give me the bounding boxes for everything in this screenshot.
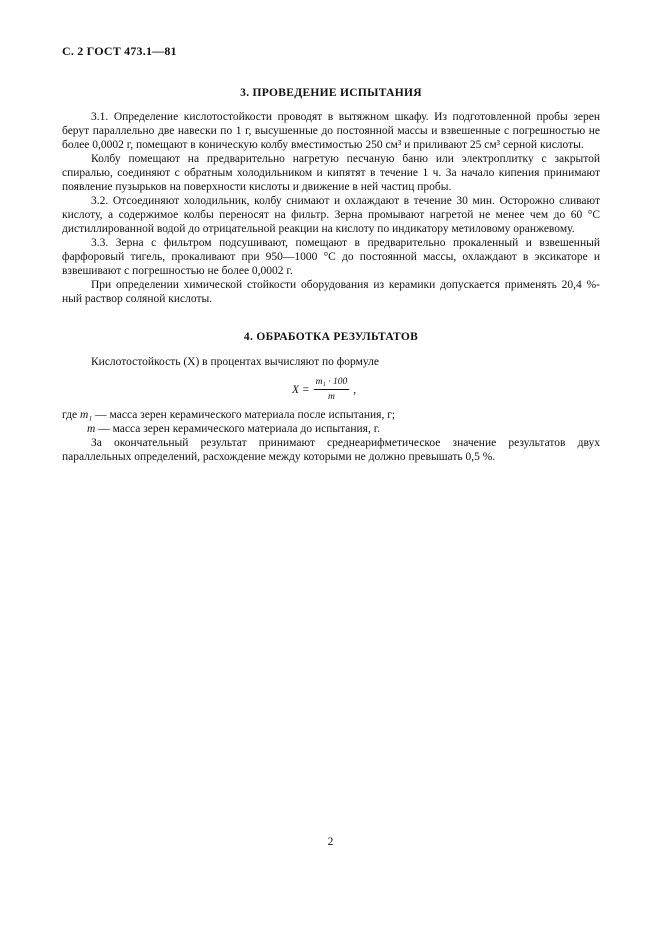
where-m-text: — масса зерен керамического материала до испытания, г. [98,423,380,435]
where-m-var: m [87,423,96,435]
formula-numerator: m₁ · 100 [314,376,350,390]
section-4-intro [62,355,600,369]
section-3-title: 3. ПРОВЕДЕНИЕ ИСПЫТАНИЯ [240,87,422,99]
formula-fraction [314,376,350,403]
formula-trailing: , [353,383,357,396]
section-3-body [62,110,600,306]
where-block [62,408,600,464]
where-m1-var: m₁ [79,409,93,421]
paragraph-3-2: 3.2. Отсоединяют холодильник, колбу снимают и охлаждают в течение 30 мин. Осторожно сливают кислоту, а содержимое колбы переносят на фильтр. Зерна промывают нагретой не менее чем до 60 °С дистиллированной водой до отрицательной реакции на кислоту по индикатору метиловому оранжевому. [62,195,600,235]
conclusion-paragraph: За окончательный результат принимают среднеарифметическое значение результатов двух параллельных определений, расхождение между которыми не должно превышать 0,5 %. [62,437,600,463]
paragraph-3-1: 3.1. Определение кислотостойкости проводят в вытяжном шкафу. Из подготовленной пробы зерен берут параллельно две навески по 1 г, высушенные до постоянной массы и взвешенные с погрешностью не более 0,0002 г, помещают в коническую колбу вместимостью 250 см³ и приливают 25 см³ серной кислоты. [62,111,600,151]
formula-intro: Кислотостойкость (X) в процентах вычисляют по формуле [91,356,379,368]
where-m1 [62,408,600,422]
page-header: С. 2 ГОСТ 473.1—81 [62,44,177,58]
formula [292,376,356,403]
page-number: 2 [327,836,334,848]
formula-lhs: X = [292,383,310,396]
formula-denominator: m [328,392,335,402]
where-prefix: где [62,409,78,421]
where-m1-text: — масса зерен керамического материала после испытания, г; [95,409,396,421]
where-m [62,422,600,436]
paragraph-3-1-cont: Колбу помещают на предварительно нагретую песчаную баню или электроплитку с закрытой спиралью, соединяют с обратным холодильником и кипятят в течение 1 ч. За начало кипения принимают появление пузырьков на поверхности кислоты и движение в ней частиц пробы. [62,153,600,193]
paragraph-3-3: 3.3. Зерна с фильтром подсушивают, помещают в предварительно прокаленный и взвешенный фарфоровый тигель, прокаливают при 950—1000 °С до постоянной массы, охлаждают в эксикаторе и взвешивают с погрешностью не более 0,0002 г. [62,237,600,277]
paragraph-3-note: При определении химической стойкости оборудования из керамики допускается применять 20,4 %-ный раствор соляной кислоты. [62,279,600,305]
section-4-title: 4. ОБРАБОТКА РЕЗУЛЬТАТОВ [243,331,419,343]
